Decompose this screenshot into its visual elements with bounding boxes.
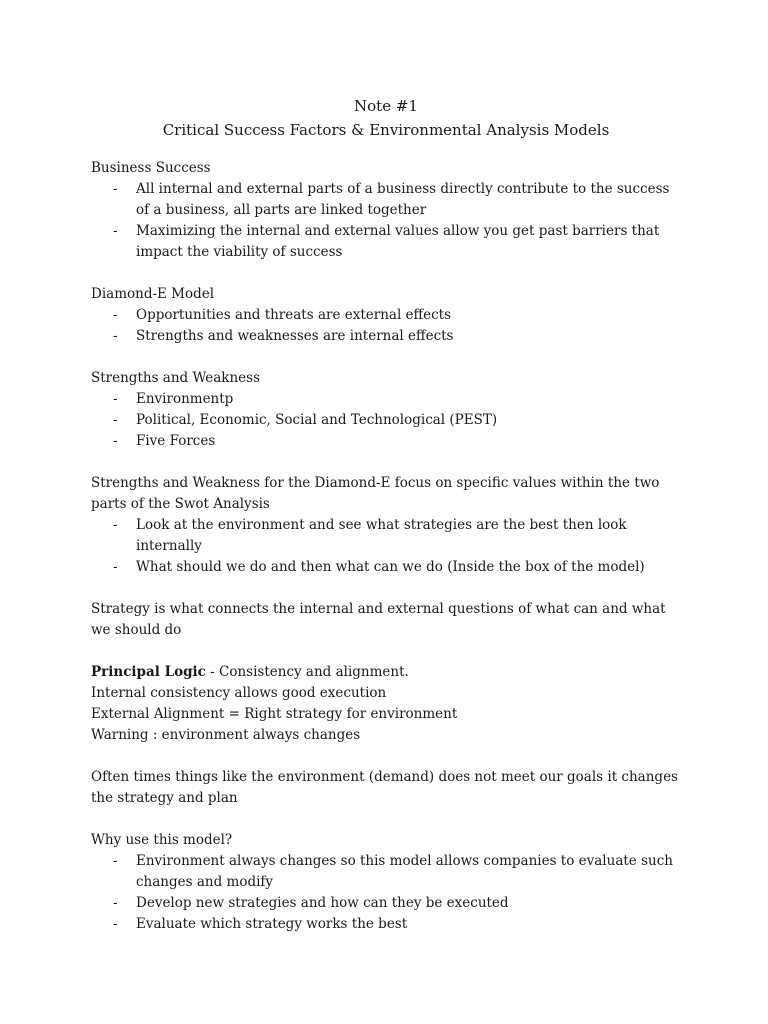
list-item-text: What should we do and then what can we do (Inside the box of the model): [136, 559, 645, 575]
list-item-text: Environment always changes so this model allows companies to evaluate such changes and modify: [136, 853, 673, 890]
dash-bullet: -: [113, 916, 118, 932]
dash-bullet: -: [113, 391, 118, 407]
section-heading: Diamond-E Model: [91, 286, 215, 302]
principal-logic-line: [91, 662, 681, 683]
list-item: [91, 389, 681, 410]
list-item-text: Look at the environment and see what strategies are the best then look internally: [136, 517, 627, 554]
dash-bullet: -: [113, 328, 118, 344]
list-item: [91, 851, 681, 893]
section-strengths-weakness: [91, 368, 681, 452]
list-item-text: Opportunities and threats are external effects: [136, 307, 452, 323]
dash-bullet: -: [113, 307, 118, 323]
list-item-text: Political, Economic, Social and Technological (PEST): [136, 412, 498, 428]
list-item: [91, 431, 681, 452]
section-business-success: [91, 158, 681, 263]
list-item-text: Environmentp: [136, 391, 234, 407]
dash-bullet: -: [113, 223, 118, 239]
principal-logic-label: Principal Logic: [91, 664, 206, 680]
dash-bullet: -: [113, 412, 118, 428]
bullet-list: [91, 515, 681, 578]
list-item-text: Maximizing the internal and external values allow you get past barriers that impact the viability of success: [136, 223, 660, 260]
list-item: [91, 410, 681, 431]
list-item: [91, 557, 681, 578]
section-often: [91, 767, 681, 809]
list-item-text: Develop new strategies and how can they be executed: [136, 895, 509, 911]
section-diamond-e-model: [91, 284, 681, 347]
list-item: [91, 326, 681, 347]
list-item-text: Five Forces: [136, 433, 216, 449]
list-item-text: Evaluate which strategy works the best: [136, 916, 408, 932]
section-why-model: [91, 830, 681, 935]
bullet-list: [91, 305, 681, 347]
note-number-title: Note #1: [354, 97, 418, 115]
title-block: [91, 94, 681, 142]
list-item: [91, 221, 681, 263]
dash-bullet: -: [113, 517, 118, 533]
document-title: Critical Success Factors & Environmental Analysis Models: [162, 121, 610, 139]
section-strategy: [91, 599, 681, 641]
list-item: [91, 893, 681, 914]
section-heading: Why use this model?: [91, 832, 233, 848]
paragraph-text: Often times things like the environment (demand) does not meet our goals it changes the strategy and plan: [91, 769, 678, 806]
principal-logic-text: - Consistency and alignment.: [205, 664, 409, 680]
dash-bullet: -: [113, 433, 118, 449]
section-heading: Strengths and Weakness: [91, 370, 261, 386]
section-heading: Business Success: [91, 160, 211, 176]
paragraph-text: Strategy is what connects the internal and external questions of what can and what we should do: [91, 601, 666, 638]
list-item: [91, 515, 681, 557]
list-item: [91, 305, 681, 326]
list-item: [91, 179, 681, 221]
paragraph-text: Internal consistency allows good execution: [91, 685, 387, 701]
dash-bullet: -: [113, 181, 118, 197]
section-principal-logic: [91, 662, 681, 746]
dash-bullet: -: [113, 559, 118, 575]
bullet-list: [91, 851, 681, 935]
paragraph-text: External Alignment = Right strategy for environment: [91, 706, 458, 722]
section-heading: Strengths and Weakness for the Diamond-E focus on specific values within the two parts of the Swot Analysis: [91, 475, 660, 512]
dash-bullet: -: [113, 895, 118, 911]
list-item: [91, 914, 681, 935]
list-item-text: All internal and external parts of a business directly contribute to the success of a business, all parts are linked together: [136, 181, 670, 218]
section-diamond-focus: [91, 473, 681, 578]
bullet-list: [91, 179, 681, 263]
paragraph-text: Warning : environment always changes: [91, 727, 361, 743]
dash-bullet: -: [113, 853, 118, 869]
bullet-list: [91, 389, 681, 452]
list-item-text: Strengths and weaknesses are internal effects: [136, 328, 454, 344]
document-page: [91, 94, 681, 956]
